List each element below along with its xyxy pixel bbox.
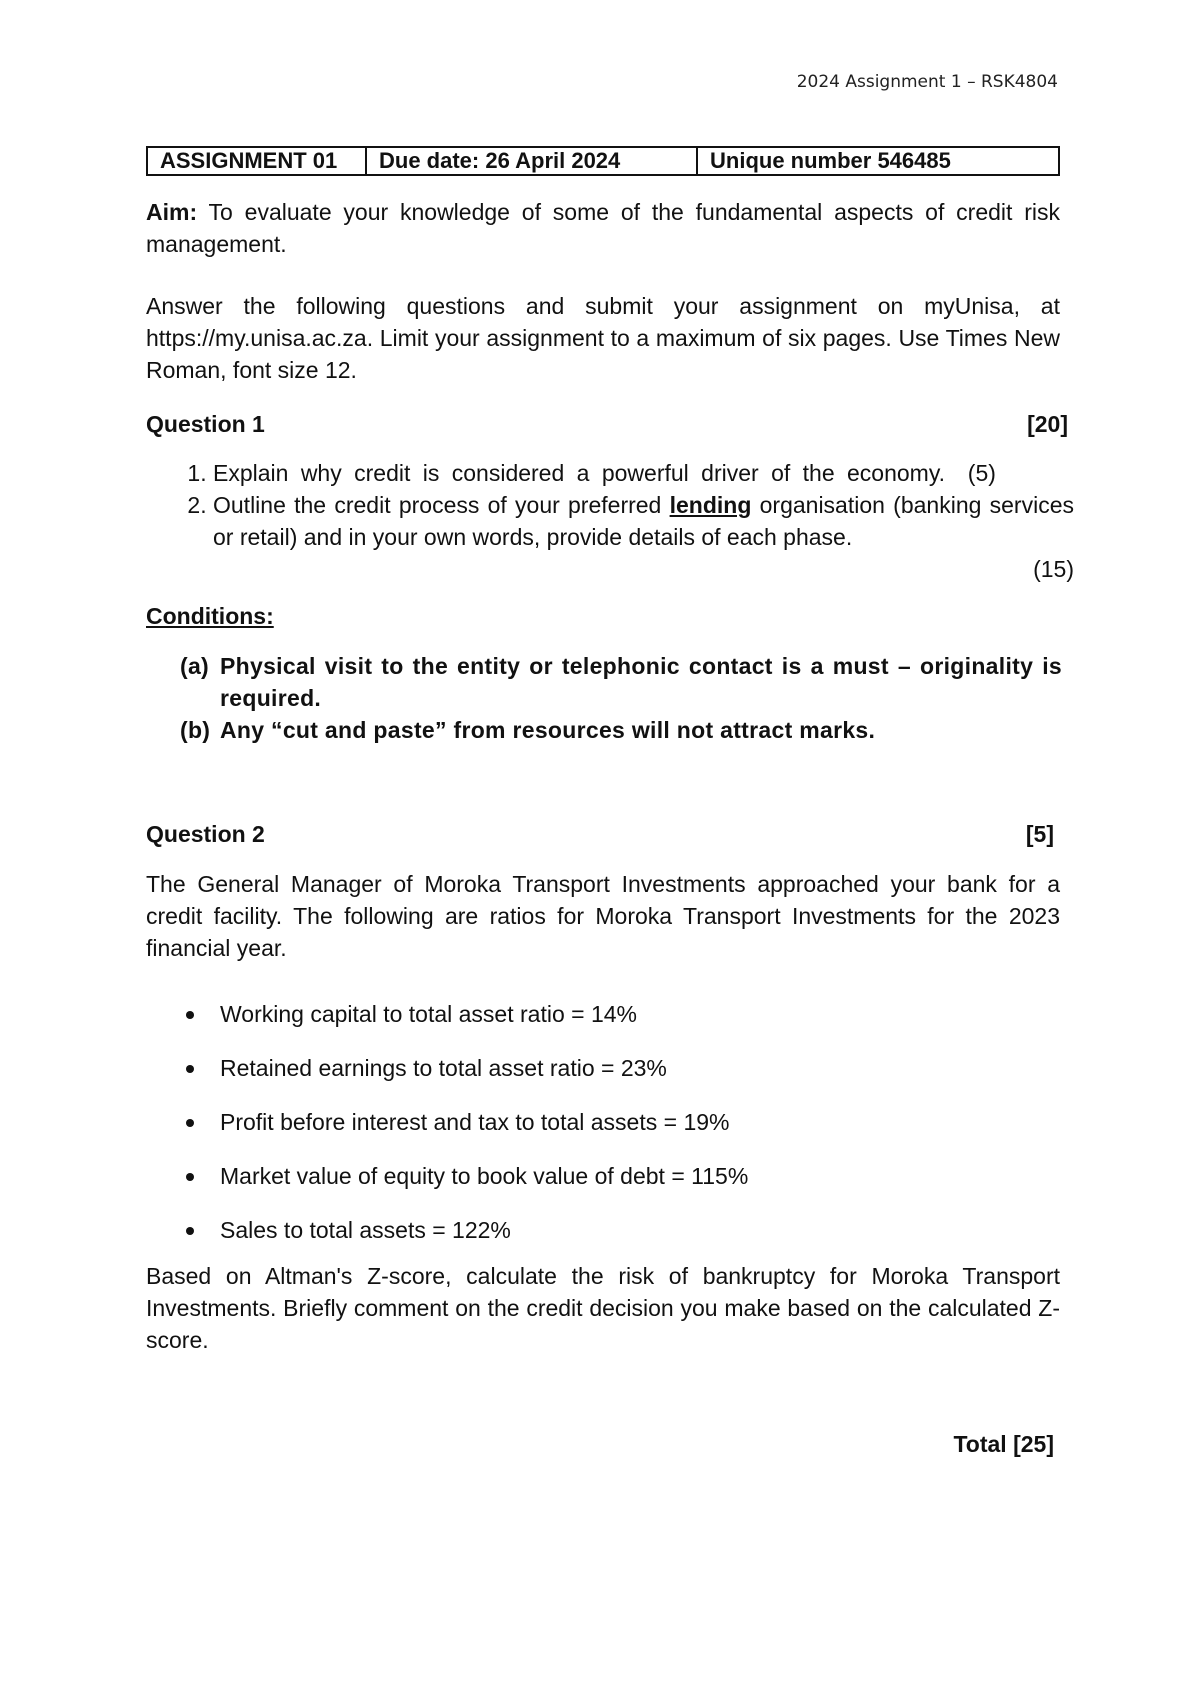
question-1-heading xyxy=(146,408,1068,440)
question-1-marks: [20] xyxy=(1027,411,1068,437)
aim-label: Aim: xyxy=(146,199,198,225)
conditions-list xyxy=(180,650,1062,746)
assignment-info-table xyxy=(146,146,1060,176)
q1-item-2-text-before: Outline the credit process of your preferred xyxy=(213,492,670,518)
list-item xyxy=(146,1160,1060,1214)
question-1-title: Question 1 xyxy=(146,411,265,437)
question-1-items xyxy=(146,457,1074,585)
bullet-icon xyxy=(186,1227,194,1235)
condition-b-label: (b) xyxy=(180,717,211,743)
ratio-text: Working capital to total asset ratio = 14% xyxy=(220,1001,637,1027)
list-item xyxy=(146,998,1060,1052)
aim-paragraph xyxy=(146,196,1060,260)
running-header: 2024 Assignment 1 – RSK4804 xyxy=(796,72,1058,92)
assignment-number: ASSIGNMENT 01 xyxy=(147,147,366,175)
ratio-text: Sales to total assets = 122% xyxy=(220,1217,511,1243)
ratio-list xyxy=(146,998,1060,1268)
list-item xyxy=(146,1052,1060,1106)
question-2-intro: The General Manager of Moroka Transport Investments approached your bank for a credit facility. The following are ratios for Moroka Transport Investments for the 2023 financial year. xyxy=(146,871,1060,961)
ratio-text: Retained earnings to total asset ratio = 23% xyxy=(220,1055,667,1081)
unique-number: Unique number 546485 xyxy=(697,147,1059,175)
ratio-text: Profit before interest and tax to total assets = 19% xyxy=(220,1109,730,1135)
question-2-marks: [5] xyxy=(1025,821,1054,847)
condition-a-label: (a) xyxy=(180,653,210,679)
q1-item-1-text: Explain why credit is considered a powerful driver of the economy. xyxy=(213,460,946,486)
list-item xyxy=(146,1106,1060,1160)
question-2-task: Based on Altman's Z-score, calculate the risk of bankruptcy for Moroka Transport Investments. Briefly comment on the credit decision you make based on the calculated Z-score. xyxy=(146,1263,1060,1353)
bullet-icon xyxy=(186,1119,194,1127)
condition-a xyxy=(180,650,1062,714)
bullet-icon xyxy=(186,1173,194,1181)
condition-b-text: Any “cut and paste” from resources will not attract marks. xyxy=(220,717,876,743)
question-2-title: Question 2 xyxy=(146,821,265,847)
total-marks: Total [25] xyxy=(953,1431,1054,1457)
ratio-text: Market value of equity to book value of debt = 115% xyxy=(220,1163,749,1189)
due-date: Due date: 26 April 2024 xyxy=(366,147,697,175)
conditions-title: Conditions: xyxy=(146,603,274,629)
q1-item-2-marks: (15) xyxy=(1033,556,1074,582)
table-row xyxy=(147,147,1059,175)
bullet-icon xyxy=(186,1065,194,1073)
q1-item-2-emphasis: lending xyxy=(669,492,752,518)
condition-b xyxy=(180,714,1062,746)
aim-text: To evaluate your knowledge of some of the fundamental aspects of credit risk management. xyxy=(146,199,1060,257)
question-2-heading xyxy=(146,818,1054,850)
q1-item-1-marks: (5) xyxy=(967,460,996,486)
q1-item-2-text-after: organisation (banking services or retail) and in your own words, provide details of each phase. xyxy=(213,492,1074,550)
condition-a-text: Physical visit to the entity or telephonic contact is a must – originality is required. xyxy=(220,653,1062,711)
list-item xyxy=(213,489,1074,585)
instructions-paragraph: Answer the following questions and submit your assignment on myUnisa, at https://my.unisa.ac.za. Limit your assignment to a maximum of six pages. Use Times New Roman, font size 12. xyxy=(146,293,1060,383)
bullet-icon xyxy=(186,1011,194,1019)
list-item xyxy=(213,457,1074,489)
